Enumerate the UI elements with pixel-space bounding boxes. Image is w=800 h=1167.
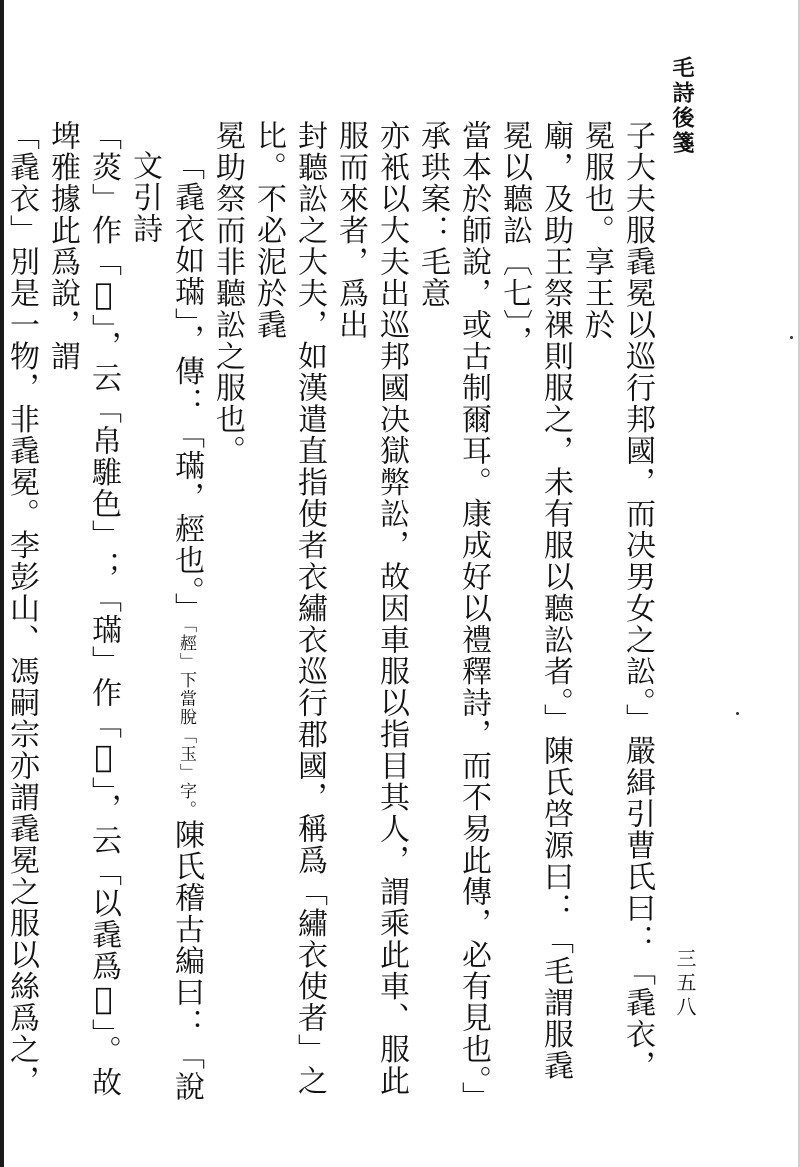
main-text-body	[4, 120, 658, 1110]
text-column-heading	[124, 120, 207, 1110]
text-column: 亦衹以大夫出巡邦國决獄弊訟，故因車服以指目其人，謂乘此車、服此服而來者，爲出	[333, 120, 409, 1097]
quoted-verse: 「毳衣如璊」，傳：「璊，䞓也。」	[169, 150, 204, 624]
inline-note: 「䞓」下當脫「玉」字。	[176, 624, 196, 819]
scan-speck	[790, 336, 793, 339]
page-number: 三五八	[673, 948, 697, 1020]
text-column: 封聽訟之大夫，如漢遣直指使者衣繡衣巡行郡國，稱爲「繡衣使者」之比。不必泥於毳	[251, 120, 327, 1097]
text-continuation: 陳氏稽古編曰：「說文引詩	[127, 150, 204, 1103]
text-column: 冕助祭而非聽訟之服也。	[210, 120, 245, 467]
text-column: 當本於師說，或古制爾耳。康成好以禮釋詩，而不易此傳，必有見也。」承珙案：毛意	[415, 120, 491, 1098]
scan-speck	[736, 712, 739, 715]
text-column: 廟，及助王祭祼則服之，未有服以聽訟者。」陳氏啓源曰：「毛謂服毳冕以聽訟〔七〕，	[497, 120, 573, 1082]
running-header-title: 毛詩後箋	[669, 56, 695, 156]
text-column: 子大夫服毳冕以巡行邦國，而决男女之訟。」嚴緝引曹氏曰：「毳衣，冕服也。享王於	[579, 120, 655, 1082]
text-column: 「菼」作「𦂿」，云「帛騅色」；「璊」作「𧜀」，云「以毳爲𦃇」。故埤雅據此爲說，謂	[45, 120, 121, 1098]
text-column: 「毳衣」別是一物，非毳冕。李彭山、馮嗣宗亦謂毳冕之服以絲爲之，	[4, 120, 39, 1097]
